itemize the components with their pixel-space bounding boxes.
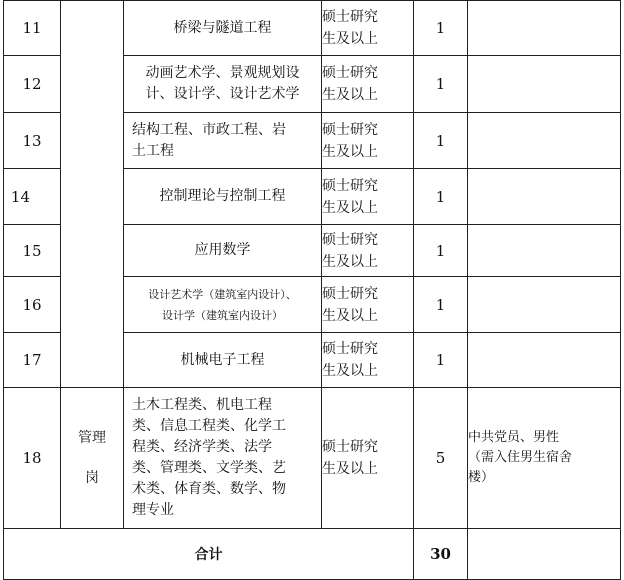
category-cell	[61, 1, 124, 388]
education-cell: 硕士研究 生及以上	[322, 277, 414, 333]
row-number: 17	[4, 333, 61, 388]
note-cell	[468, 113, 621, 169]
note-cell	[468, 225, 621, 277]
note-cell	[468, 1, 621, 56]
total-count: 30	[414, 529, 468, 580]
count-cell: 5	[414, 388, 468, 529]
count-cell: 1	[414, 169, 468, 225]
education-cell: 硕士研究 生及以上	[322, 56, 414, 113]
note-cell: 中共党员、男性 （需入住男生宿舍 楼）	[468, 388, 621, 529]
row-number: 14	[4, 169, 61, 225]
count-cell: 1	[414, 277, 468, 333]
count-cell: 1	[414, 333, 468, 388]
major-cell: 土木工程类、机电工程 类、信息工程类、化学工 程类、经济学类、法学 类、管理类、文学类、艺 术类、体育类、数学、物 理专业	[124, 388, 322, 529]
table-row	[4, 388, 621, 529]
education-cell: 硕士研究 生及以上	[322, 1, 414, 56]
total-label: 合计	[4, 529, 414, 580]
row-number: 11	[4, 1, 61, 56]
note-cell	[468, 333, 621, 388]
category-cell: 管理 岗	[61, 388, 124, 529]
recruitment-table	[3, 0, 621, 580]
row-number: 16	[4, 277, 61, 333]
count-cell: 1	[414, 56, 468, 113]
major-cell: 桥梁与隧道工程	[124, 1, 322, 56]
education-cell: 硕士研究 生及以上	[322, 113, 414, 169]
row-number: 12	[4, 56, 61, 113]
count-cell: 1	[414, 225, 468, 277]
row-number: 13	[4, 113, 61, 169]
table-row	[4, 1, 621, 56]
major-cell: 动画艺术学、景观规划设 计、设计学、设计艺术学	[124, 56, 322, 113]
note-cell	[468, 277, 621, 333]
row-number: 15	[4, 225, 61, 277]
note-cell	[468, 169, 621, 225]
row-number: 18	[4, 388, 61, 529]
major-cell: 应用数学	[124, 225, 322, 277]
count-cell: 1	[414, 113, 468, 169]
total-note-cell	[468, 529, 621, 580]
count-cell: 1	[414, 1, 468, 56]
major-cell: 结构工程、市政工程、岩 土工程	[124, 113, 322, 169]
education-cell: 硕士研究 生及以上	[322, 388, 414, 529]
education-cell: 硕士研究 生及以上	[322, 169, 414, 225]
education-cell: 硕士研究 生及以上	[322, 225, 414, 277]
total-row	[4, 529, 621, 580]
major-cell: 机械电子工程	[124, 333, 322, 388]
education-cell: 硕士研究 生及以上	[322, 333, 414, 388]
major-cell: 控制理论与控制工程	[124, 169, 322, 225]
note-cell	[468, 56, 621, 113]
major-cell: 设计艺术学（建筑室内设计）、 设计学（建筑室内设计）	[124, 277, 322, 333]
